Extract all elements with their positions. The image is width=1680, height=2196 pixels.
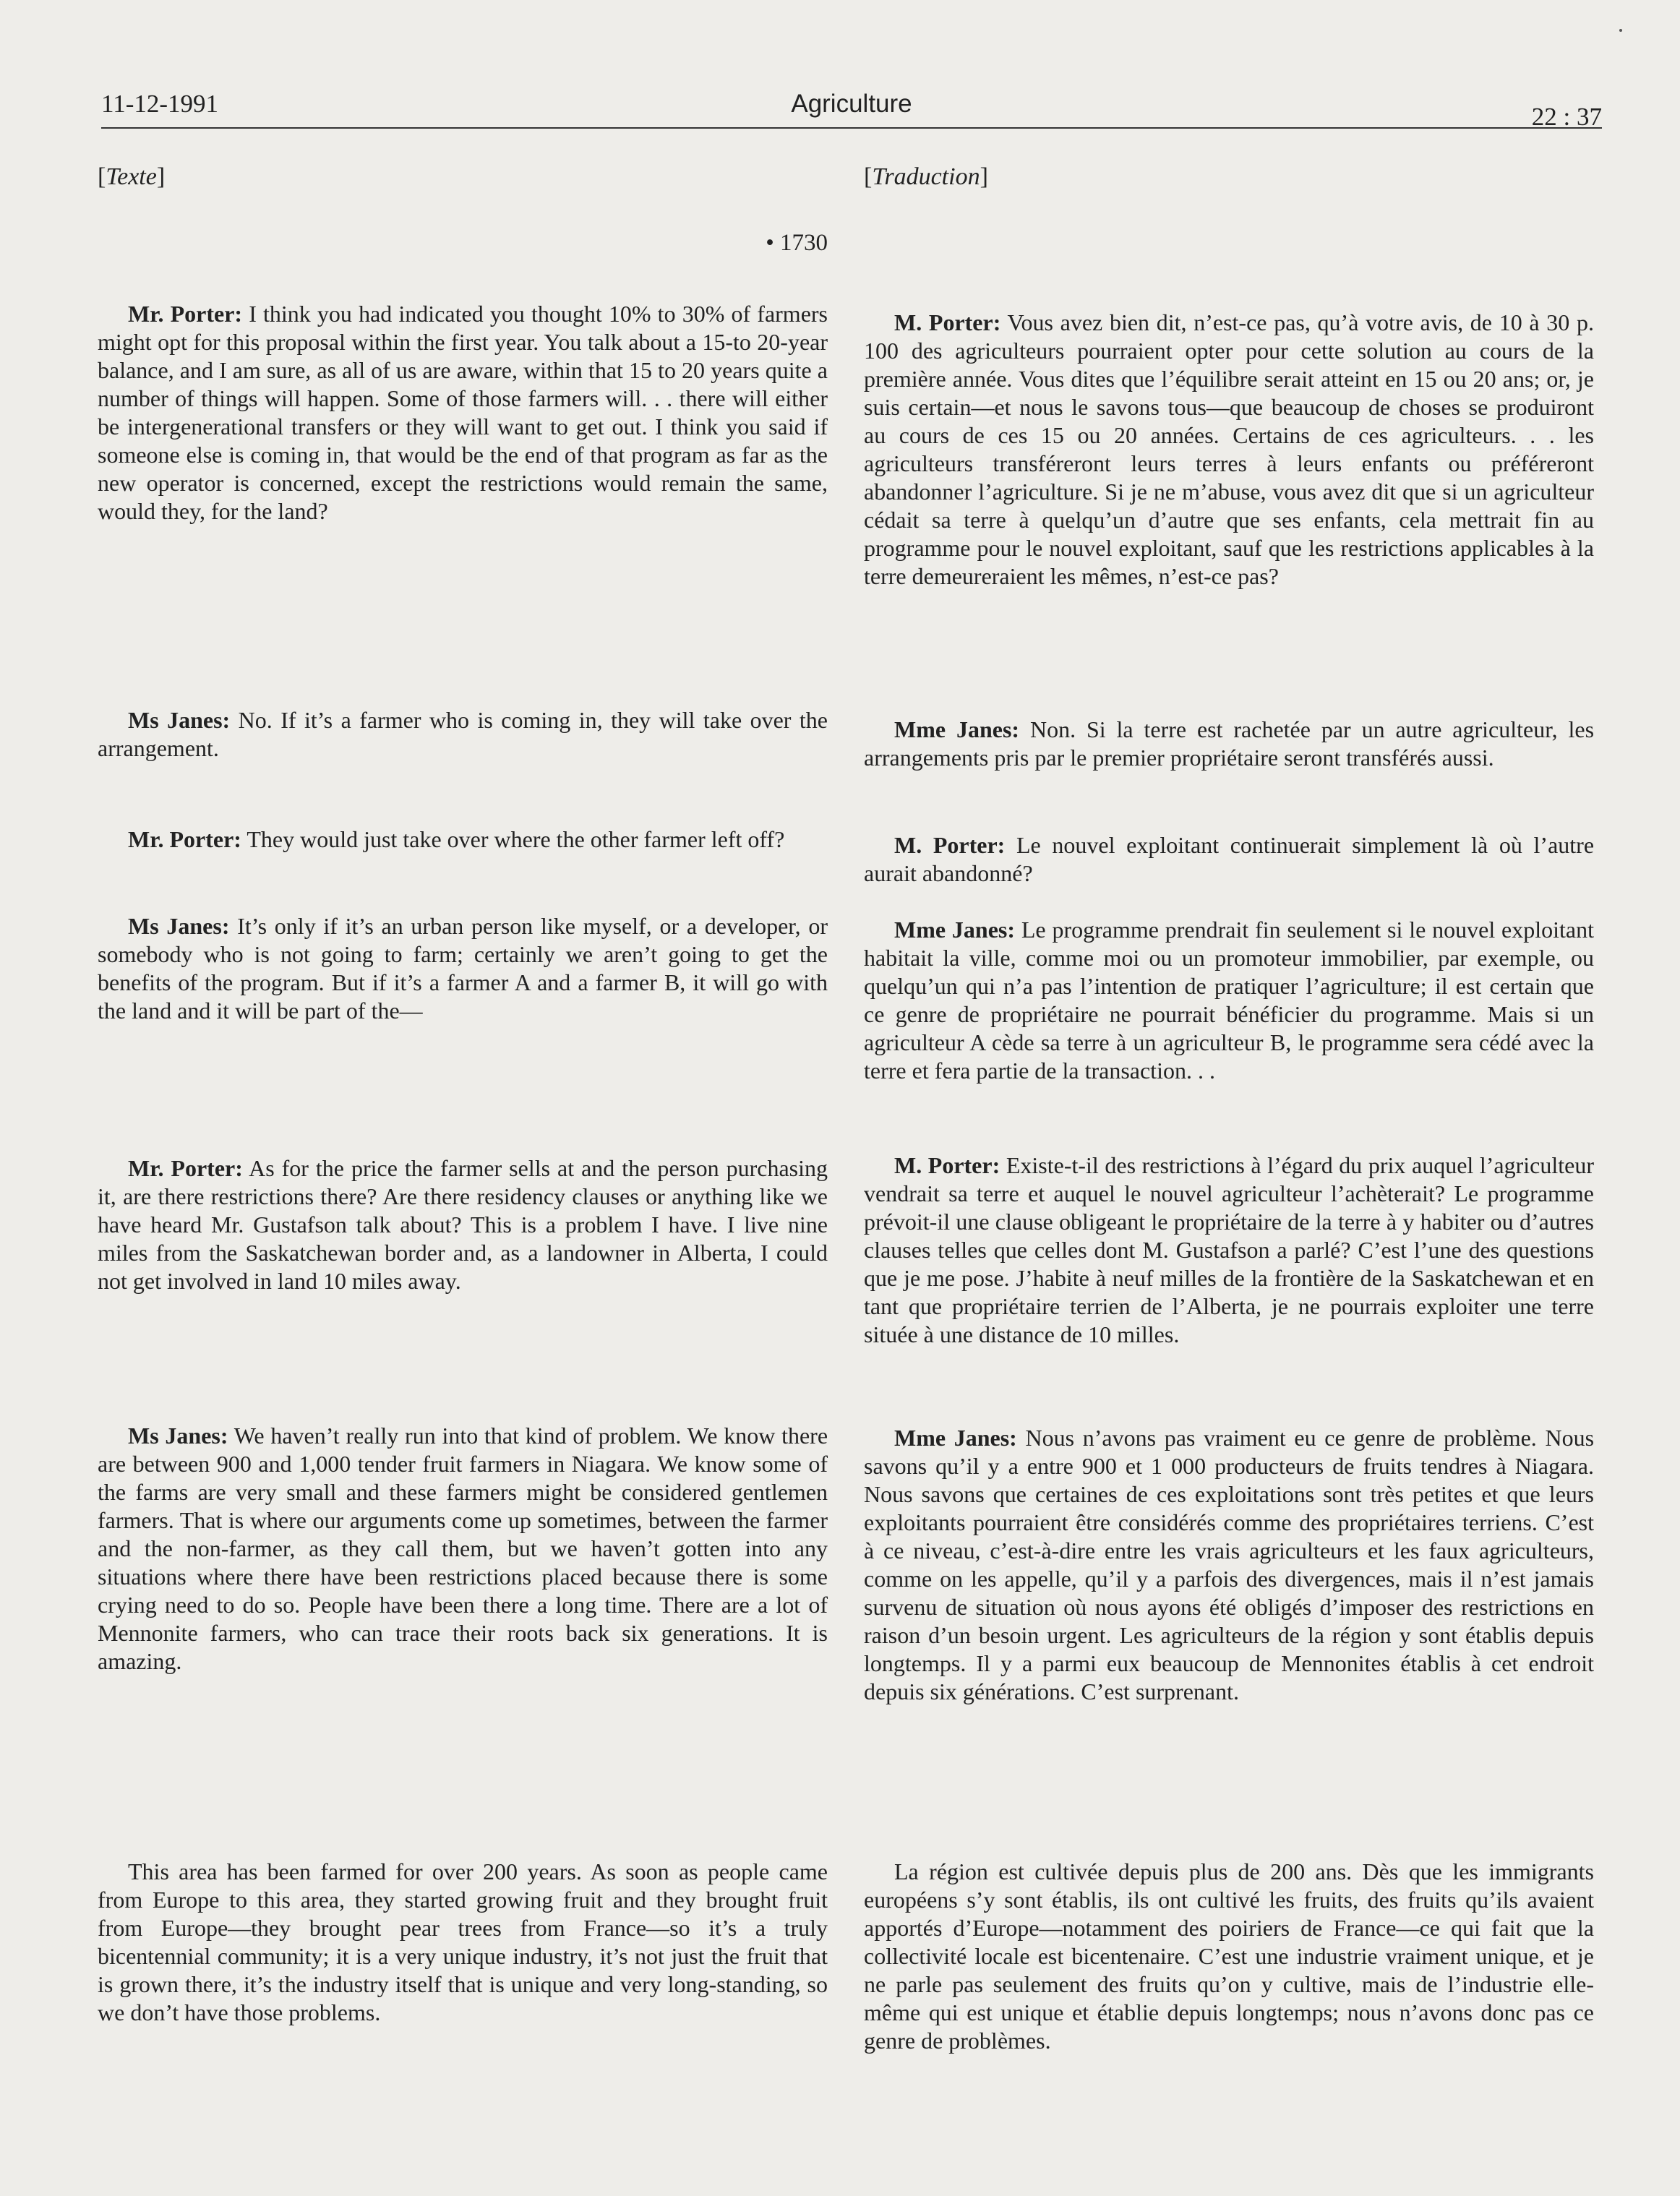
speech-paragraph: Ms Janes: It’s only if it’s an urban person like myself, or a developer, or somebody who is not going to farm; certainly we aren’t going to get the benefits of the program. But if it’s a farmer A and a farmer B, it will go with the land and it will be part of the— (98, 913, 828, 1024)
french-column (864, 163, 1595, 2054)
page-header (101, 85, 1602, 129)
speech-paragraph: La région est cultivée depuis plus de 200 ans. Dès que les immigrants européens s’y sont établis, ils ont cultivé les fruits, des fruits qu’ils avaient apportés d’Europe—notamment des poiriers de France—ce qui fait que la collectivité locale est bicentenaire. C’est une industrie vraiment unique, et je ne parle pas seulement des fruits qu’on y cultive, mais de l’industrie elle-même qui est unique et établie depuis longtemps; nous n’avons donc pas ce genre de problèmes. (864, 1858, 1594, 2054)
speech-paragraph: M. Porter: Le nouvel exploitant continuerait simplement là où l’autre aurait abandonné? (864, 832, 1595, 886)
speech-paragraph: Mr. Porter: They would just take over where the other farmer left off? (128, 826, 785, 852)
header-title: Agriculture (791, 90, 912, 118)
translation-tag: [Traduction] (864, 163, 988, 190)
speech-paragraph: Ms Janes: No. If it’s a farmer who is coming in, they will take over the arrangement. (98, 707, 828, 761)
speech-paragraph: Mme Janes: Nous n’avons pas vraiment eu ce genre de problème. Nous savons qu’il y a entre 900 et 1 000 producteurs de fruits tendres à Niagara. Nous savons que certaines de ces exploitations sont très petites et que leurs exploitants pourraient être considérés comme des propriétaires terriens. C’est à ce niveau, c’est-à-dire entre les vrais agriculteurs et les faux agriculteurs, comme on les appelle, qu’il y a parfois des divergences, mais il n’est jamais survenu de situation où nous ayons été obligés d’imposer des restrictions en raison d’un besoin urgent. Les agriculteurs de la région y sont établis depuis longtemps. Il y a parmi eux beaucoup de Mennonites établis à cet endroit depuis six générations. C’est surprenant. (864, 1425, 1595, 1704)
speech-paragraph: Mme Janes: Non. Si la terre est rachetée par un autre agriculteur, les arrangements pris par le premier propriétaire seront transférés aussi. (864, 716, 1595, 771)
header-date: 11-12-1991 (101, 90, 219, 118)
speech-paragraph: Mr. Porter: I think you had indicated you thought 10% to 30% of farmers might opt for this proposal within the first year. You talk about a 15-to 20-year balance, and I am sure, as all of us are aware, within that 15 to 20 years quite a number of things will happen. Some of those farmers will. . . there will either be intergenerational transfers or they will want to get out. I think you said if someone else is coming in, that would be the end of that program as far as the new operator is concerned, except the restrictions would remain the same, would they, for the land? (98, 301, 828, 524)
speech-paragraph: Mme Janes: Le programme prendrait fin seulement si le nouvel exploitant habitait la ville, comme moi ou un promoteur immobilier, par exemple, ou quelqu’un qui n’a pas l’intention de pratiquer l’agriculture; il est certain que ce genre de propriétaire ne pourrait bénéficier du programme. Mais si un agriculteur A cède sa terre à un agriculteur B, le programme sera cédé avec la terre et fera partie de la transaction. . . (864, 917, 1595, 1084)
timestamp: • 1730 (766, 230, 828, 256)
page-number: 22 : 37 (1531, 103, 1602, 131)
speech-paragraph: Mr. Porter: As for the price the farmer sells at and the person purchasing it, are there restrictions there? Are there residency clauses or anything like we have heard Mr. Gustafson talk about? This is a problem I have. I live nine miles from the Saskatchewan border and, as a landowner in Alberta, I could not get involved in land 10 miles away. (98, 1155, 828, 1294)
speech-paragraph: M. Porter: Vous avez bien dit, n’est-ce pas, qu’à votre avis, de 10 à 30 p. 100 des agriculteurs pourraient opter pour cette solution au cours de la première année. Vous dites que l’équilibre serait atteint en 15 ou 20 ans; or, je suis certain—et nous le savons tous—que beaucoup de choses se produiront au cours de ces 15 ou 20 années. Certains de ces agriculteurs. . . les agriculteurs transféreront leurs terres à leurs enfants ou préféreront abandonner l’agriculture. Si je ne m’abuse, vous avez dit que si un agriculteur cédait sa terre à quelqu’un d’autre que ses enfants, cela mettrait fin au programme pour le nouvel exploitant, sauf que les restrictions applicables à la terre demeureraient les mêmes, n’est-ce pas? (864, 309, 1595, 589)
text-tag: [Texte] (98, 163, 166, 190)
speech-paragraph: M. Porter: Existe-t-il des restrictions à l’égard du prix auquel l’agriculteur vendrait sa terre et auquel le nouvel agriculteur l’achèterait? Le programme prévoit-il une clause obligeant le propriétaire de la terre à y habiter ou d’autres clauses telles que celles dont M. Gustafson a parlé? C’est l’une des questions que je me pose. J’habite à neuf milles de la frontière de la Saskatchewan et en tant que propriétaire terrien de l’Alberta, je ne pourrais exploiter une terre située à une distance de 10 milles. (864, 1152, 1595, 1347)
speech-paragraph: Ms Janes: We haven’t really run into that kind of problem. We know there are between 900 and 1,000 tender fruit farmers in Niagara. We know some of the farms are very small and these farmers might be considered gentlemen farmers. That is where our arguments come up sometimes, between the farmer and the non-farmer, as they call them, but we haven’t gotten into any situations where there have been restrictions placed because there is some crying need to do so. People have been there a long time. There are a lot of Mennonite farmers, who can trace their roots back six generations. It is amazing. (98, 1423, 828, 1674)
english-column (98, 163, 828, 2025)
scan-speck (1619, 29, 1622, 32)
speech-paragraph: This area has been farmed for over 200 years. As soon as people came from Europe to this area, they started growing fruit and they brought fruit from Europe—they brought pear trees from France—so it’s a truly bicentennial community; it is a very unique industry, it’s not just the fruit that is grown there, it’s the industry itself that is unique and very long-standing, so we don’t have those problems. (98, 1858, 828, 2025)
